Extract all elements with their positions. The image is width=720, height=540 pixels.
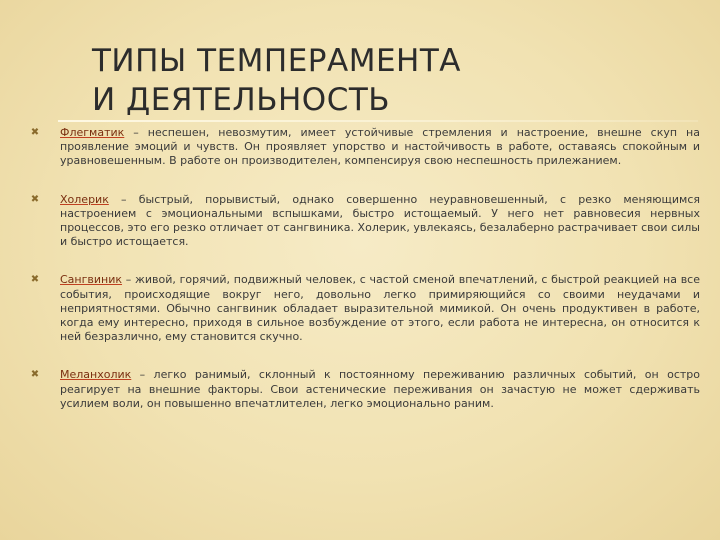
- term-sanguine[interactable]: Сангвиник: [60, 273, 123, 287]
- x-mark-icon: ✖: [30, 369, 40, 381]
- list-item-melancholic: [30, 368, 700, 411]
- description-choleric: – быстрый, порывистый, однако совершенно неуравновешенный, с резко меняющимся настроением с эмоциональными вспышками, быстро истощаемый. У него нет равновесия нервных процессов, это его резко отличает от сангвиника. Холерик, увлекаясь, безалаберно растрачивает свои силы и быстро истощается.: [60, 192, 700, 249]
- title-divider: [58, 120, 698, 122]
- x-mark-icon: ✖: [30, 127, 40, 138]
- term-choleric[interactable]: Холерик: [60, 192, 109, 206]
- slide-title-line-1: ТИПЫ ТЕМПЕРАМЕНТА: [92, 43, 461, 79]
- description-sanguine: – живой, горячий, подвижный человек, с частой сменой впечатлений, с быстрой реакцией на все события, происходящие вокруг него, довольно легко примиряющийся со своими неудачами и неприятностями. Обычно сангвиник обладает выразительной мимикой. Он очень продуктивен в работе, когда ему интересно, приходя в сильное возбуждение от этого, если работа не интересна, он относится к ней безразлично, ему становится скучно.: [60, 273, 700, 344]
- list-item-choleric: [30, 193, 700, 250]
- list-item-phlegmatic: [30, 126, 700, 169]
- description-phlegmatic: – неспешен, невозмутим, имеет устойчивые стремления и настроение, внешне скуп на проявление эмоций и чувств. Он проявляет упорство и настойчивость в работе, оставаясь спокойным и уравновешенным. В работе он производителен, компенсируя свою неспешность прилежанием.: [60, 126, 700, 168]
- list-item-sanguine: [30, 273, 700, 344]
- x-mark-icon: ✖: [30, 193, 40, 205]
- temperament-list: [30, 126, 700, 411]
- slide-title-line-2: И ДЕЯТЕЛЬНОСТЬ: [92, 82, 391, 118]
- description-melancholic: – легко ранимый, склонный к постоянному переживанию различных событий, он остро реагирует на внешние факторы. Свои астенические переживания он зачастую не может сдерживать усилием воли, он повышенно впечатлителен, легко эмоционально раним.: [60, 368, 700, 410]
- slide-title: [92, 42, 461, 120]
- x-mark-icon: ✖: [30, 274, 40, 286]
- term-melancholic[interactable]: Меланхолик: [60, 368, 132, 382]
- term-phlegmatic[interactable]: Флегматик: [60, 126, 125, 139]
